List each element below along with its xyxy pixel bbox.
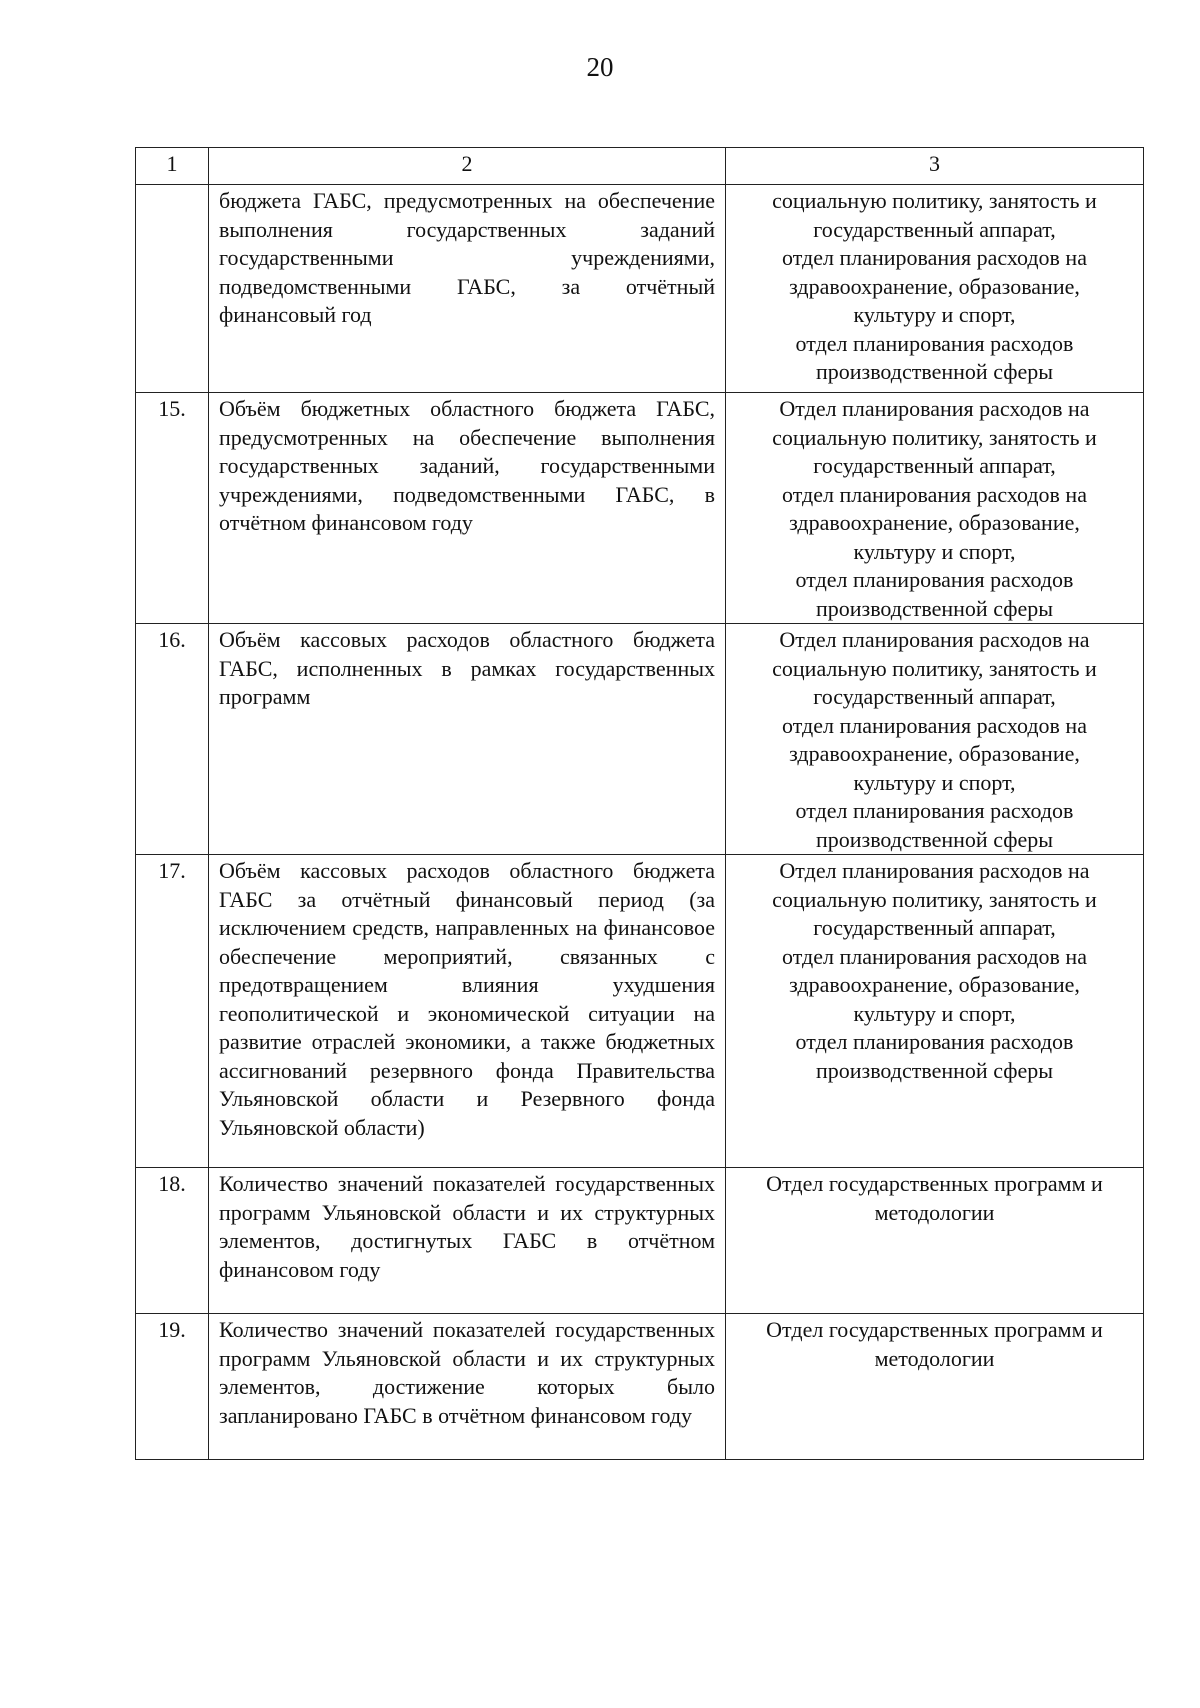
- row-description: Количество значений показателей государственных программ Ульяновской области и их структурных элементов, достижение которых было запланировано ГАБС в отчётном финансовом году: [209, 1314, 726, 1460]
- row-number: 17.: [136, 855, 209, 1168]
- table-row: [136, 624, 1144, 855]
- responsible-line: отдел планирования расходов: [795, 567, 1074, 592]
- responsible-line: социальную политику, занятость и: [772, 655, 1097, 681]
- row-responsible: [726, 393, 1144, 624]
- responsible-line: государственный аппарат,: [813, 684, 1056, 709]
- header-col-2: 2: [209, 148, 726, 185]
- responsible-line: социальную политику, занятость и: [772, 424, 1097, 450]
- table-header-row: [136, 148, 1144, 185]
- responsible-line: Отдел государственных программ и: [766, 1171, 1103, 1196]
- responsible-line: социальную политику, занятость и: [772, 886, 1097, 912]
- row-responsible: [726, 185, 1144, 393]
- row-responsible: [726, 1314, 1144, 1460]
- responsible-line: культуру и спорт,: [853, 302, 1016, 327]
- header-col-3: 3: [726, 148, 1144, 185]
- responsible-line: методологии: [874, 1199, 995, 1225]
- responsible-line: культуру и спорт,: [853, 1000, 1016, 1026]
- responsible-line: отдел планирования расходов: [795, 330, 1074, 356]
- row-number: 18.: [136, 1168, 209, 1314]
- responsible-line: отдел планирования расходов на: [782, 245, 1087, 270]
- row-responsible: [726, 1168, 1144, 1314]
- row-description: Объём бюджетных областного бюджета ГАБС, предусмотренных на обеспечение выполнения государственных заданий, государственными учреждениями, подведомственными ГАБС, в отчётном финансовом году: [209, 393, 726, 624]
- responsible-line: социальную политику, занятость и: [772, 188, 1097, 213]
- indicators-table: [135, 147, 1144, 1460]
- responsible-line: отдел планирования расходов на: [782, 712, 1087, 738]
- row-number: [136, 185, 209, 393]
- responsible-line: культуру и спорт,: [853, 538, 1016, 564]
- responsible-line: государственный аппарат,: [813, 216, 1056, 242]
- responsible-line: методологии: [874, 1345, 995, 1371]
- responsible-line: государственный аппарат,: [813, 915, 1056, 940]
- responsible-line: здравоохранение, образование,: [789, 510, 1080, 535]
- responsible-line: Отдел планирования расходов на: [779, 858, 1090, 883]
- responsible-line: Отдел государственных программ и: [766, 1317, 1103, 1342]
- row-description: Объём кассовых расходов областного бюджета ГАБС за отчётный финансовый период (за исключением средств, направленных на финансовое обеспечение мероприятий, связанных с предотвращением влияния ухудшения геополитической и экономической ситуации на развитие отраслей экономики, а также бюджетных ассигнований резервного фонда Правительства Ульяновской области и Резервного фонда Ульяновской области): [209, 855, 726, 1168]
- responsible-line: Отдел планирования расходов на: [779, 396, 1090, 421]
- row-description: Количество значений показателей государственных программ Ульяновской области и их структурных элементов, достигнутых ГАБС в отчётном финансовом году: [209, 1168, 726, 1314]
- table-row: [136, 185, 1144, 393]
- row-number: 15.: [136, 393, 209, 624]
- row-description: бюджета ГАБС, предусмотренных на обеспечение выполнения государственных заданий государственными учреждениями, подведомственными ГАБС, за отчётный финансовый год: [209, 185, 726, 393]
- responsible-line: здравоохранение, образование,: [789, 273, 1080, 299]
- responsible-line: отдел планирования расходов: [795, 1029, 1074, 1054]
- responsible-line: производственной сферы: [815, 826, 1054, 852]
- responsible-line: Отдел планирования расходов на: [779, 627, 1090, 652]
- responsible-line: здравоохранение, образование,: [789, 741, 1080, 766]
- table-row: [136, 855, 1144, 1168]
- responsible-line: производственной сферы: [815, 359, 1054, 384]
- row-responsible: [726, 855, 1144, 1168]
- row-description: Объём кассовых расходов областного бюджета ГАБС, исполненных в рамках государственных программ: [209, 624, 726, 855]
- table-row: [136, 393, 1144, 624]
- page-number: 20: [586, 52, 614, 82]
- responsible-line: отдел планирования расходов на: [782, 943, 1087, 969]
- responsible-line: культуру и спорт,: [853, 769, 1016, 795]
- table-row: [136, 1314, 1144, 1460]
- responsible-line: отдел планирования расходов: [795, 798, 1074, 823]
- responsible-line: производственной сферы: [815, 595, 1054, 621]
- table-row: [136, 1168, 1144, 1314]
- row-number: 19.: [136, 1314, 209, 1460]
- row-number: 16.: [136, 624, 209, 855]
- responsible-line: отдел планирования расходов на: [782, 481, 1087, 507]
- responsible-line: государственный аппарат,: [813, 453, 1056, 478]
- header-col-1: 1: [136, 148, 209, 185]
- row-responsible: [726, 624, 1144, 855]
- responsible-line: здравоохранение, образование,: [789, 972, 1080, 997]
- responsible-line: производственной сферы: [815, 1057, 1054, 1083]
